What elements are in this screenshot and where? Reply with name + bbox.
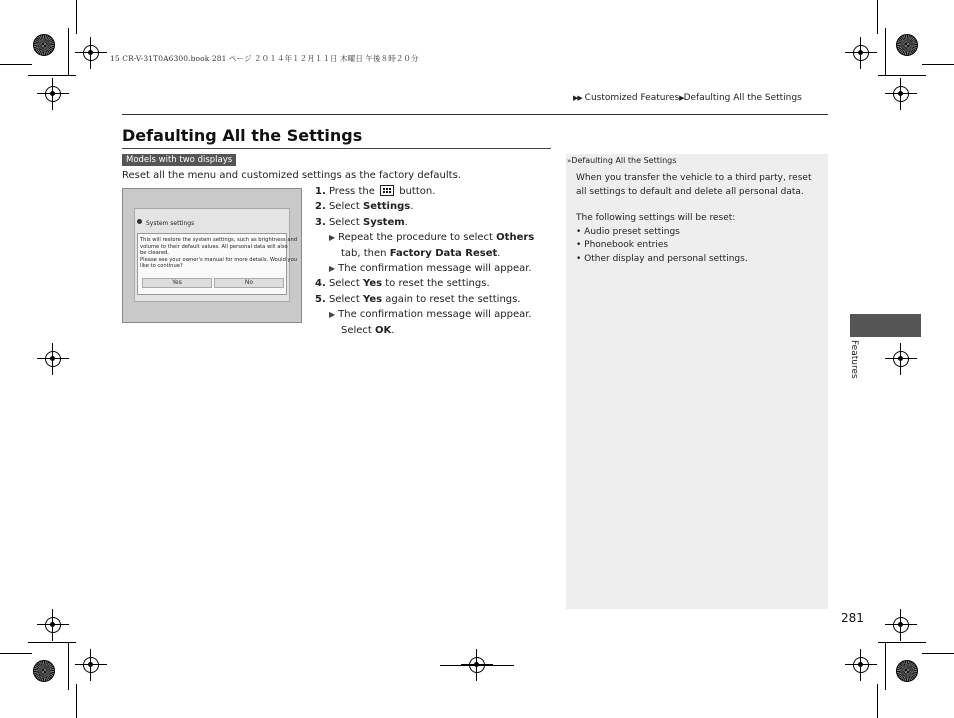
registration-mark-icon	[83, 657, 99, 673]
page-number: 281	[841, 611, 864, 625]
crop-line	[878, 75, 926, 76]
arrow-right-icon: ▶	[679, 94, 684, 102]
side-note-line: all settings to default and delete all personal data.	[576, 186, 804, 197]
screen-header	[137, 210, 194, 229]
crop-line	[76, 0, 77, 34]
step-1: 1. Press the button.	[315, 186, 436, 197]
breadcrumb-item[interactable]: Defaulting All the Settings	[683, 93, 802, 103]
step-3: 3. Select System.	[315, 217, 408, 228]
breadcrumb-item[interactable]: Customized Features	[584, 93, 680, 103]
step-3-sub-1: ▶ Repeat the procedure to select Others	[329, 232, 535, 243]
registration-mark-icon	[893, 351, 909, 367]
crop-line	[68, 28, 69, 76]
color-target-icon	[33, 660, 55, 682]
reference-icon: »	[567, 157, 572, 165]
crop-line	[440, 665, 514, 666]
registration-mark-icon	[853, 45, 869, 61]
dialog-no-button[interactable]: No	[214, 278, 284, 288]
side-note-heading: »Defaulting All the Settings	[567, 156, 677, 165]
crop-line	[28, 642, 76, 643]
model-tag: Models with two displays	[122, 154, 236, 166]
header-rule	[122, 114, 828, 115]
crop-line	[0, 64, 32, 65]
chapter-tab	[850, 314, 921, 337]
arrow-right-icon: ▶	[329, 264, 336, 273]
side-note-list-item: • Other display and personal settings.	[576, 253, 748, 264]
dialog-yes-button[interactable]: Yes	[142, 278, 212, 288]
color-target-icon	[33, 34, 55, 56]
file-info: 15 CR-V-31T0A6300.book 281 ページ ２０１４年１２月１１日 木曜日 午後８時２０分	[110, 54, 419, 63]
registration-mark-icon	[893, 617, 909, 633]
chapter-label: Features	[849, 340, 859, 379]
dialog-line: volume to their default values. All personal data will also	[140, 243, 288, 250]
screen-title: System settings	[146, 220, 195, 227]
page-title: Defaulting All the Settings	[122, 126, 363, 145]
registration-mark-icon	[83, 45, 99, 61]
crop-line	[878, 642, 926, 643]
registration-mark-icon	[893, 86, 909, 102]
step-3-sub-3: ▶ The confirmation message will appear.	[329, 263, 532, 274]
color-target-icon	[896, 34, 918, 56]
crop-line	[0, 653, 32, 654]
step-5-sub-1: ▶ The confirmation message will appear.	[329, 309, 532, 320]
dialog-line: like to continue?	[140, 263, 183, 270]
crop-line	[922, 653, 954, 654]
arrow-right-icon: ▶	[329, 310, 336, 319]
crop-line	[28, 75, 76, 76]
registration-mark-icon	[45, 86, 61, 102]
dialog-line: be cleared.	[140, 250, 169, 257]
arrow-right-icon: ▶▶	[573, 94, 582, 102]
side-note-body	[576, 172, 811, 266]
title-rule	[122, 148, 551, 149]
system-settings-screenshot	[122, 188, 302, 323]
crop-line	[922, 64, 954, 65]
crop-line	[76, 684, 77, 718]
step-5: 5. Select Yes again to reset the settings.	[315, 294, 521, 305]
registration-mark-icon	[853, 657, 869, 673]
registration-mark-icon	[45, 617, 61, 633]
breadcrumb	[573, 93, 802, 103]
step-5-sub-2: Select OK.	[341, 325, 395, 336]
intro-text: Reset all the menu and customized settings as the factory defaults.	[122, 170, 461, 181]
crop-line	[877, 0, 878, 34]
crop-line	[885, 642, 886, 690]
crop-line	[885, 28, 886, 76]
side-note-list-intro: The following settings will be reset:	[576, 213, 736, 223]
side-note-line: When you transfer the vehicle to a third party, reset	[576, 173, 812, 183]
registration-mark-icon	[45, 351, 61, 367]
color-target-icon	[896, 660, 918, 682]
step-4: 4. Select Yes to reset the settings.	[315, 278, 490, 289]
dialog-message	[140, 237, 297, 270]
side-note-list-item: • Phonebook entries	[576, 240, 669, 250]
arrow-right-icon: ▶	[329, 233, 336, 242]
radio-dot-icon	[137, 219, 142, 224]
menu-grid-icon	[380, 185, 394, 196]
crop-line	[68, 642, 69, 690]
crop-line	[877, 684, 878, 718]
dialog-line: Please see your owner's manual for more details. Would you	[140, 256, 298, 263]
step-3-sub-2: tab, then Factory Data Reset.	[341, 248, 501, 259]
side-note-list-item: • Audio preset settings	[576, 226, 680, 237]
step-2: 2. Select Settings.	[315, 201, 414, 212]
dialog-line: This will restore the system settings, such as brightness and	[140, 237, 298, 243]
